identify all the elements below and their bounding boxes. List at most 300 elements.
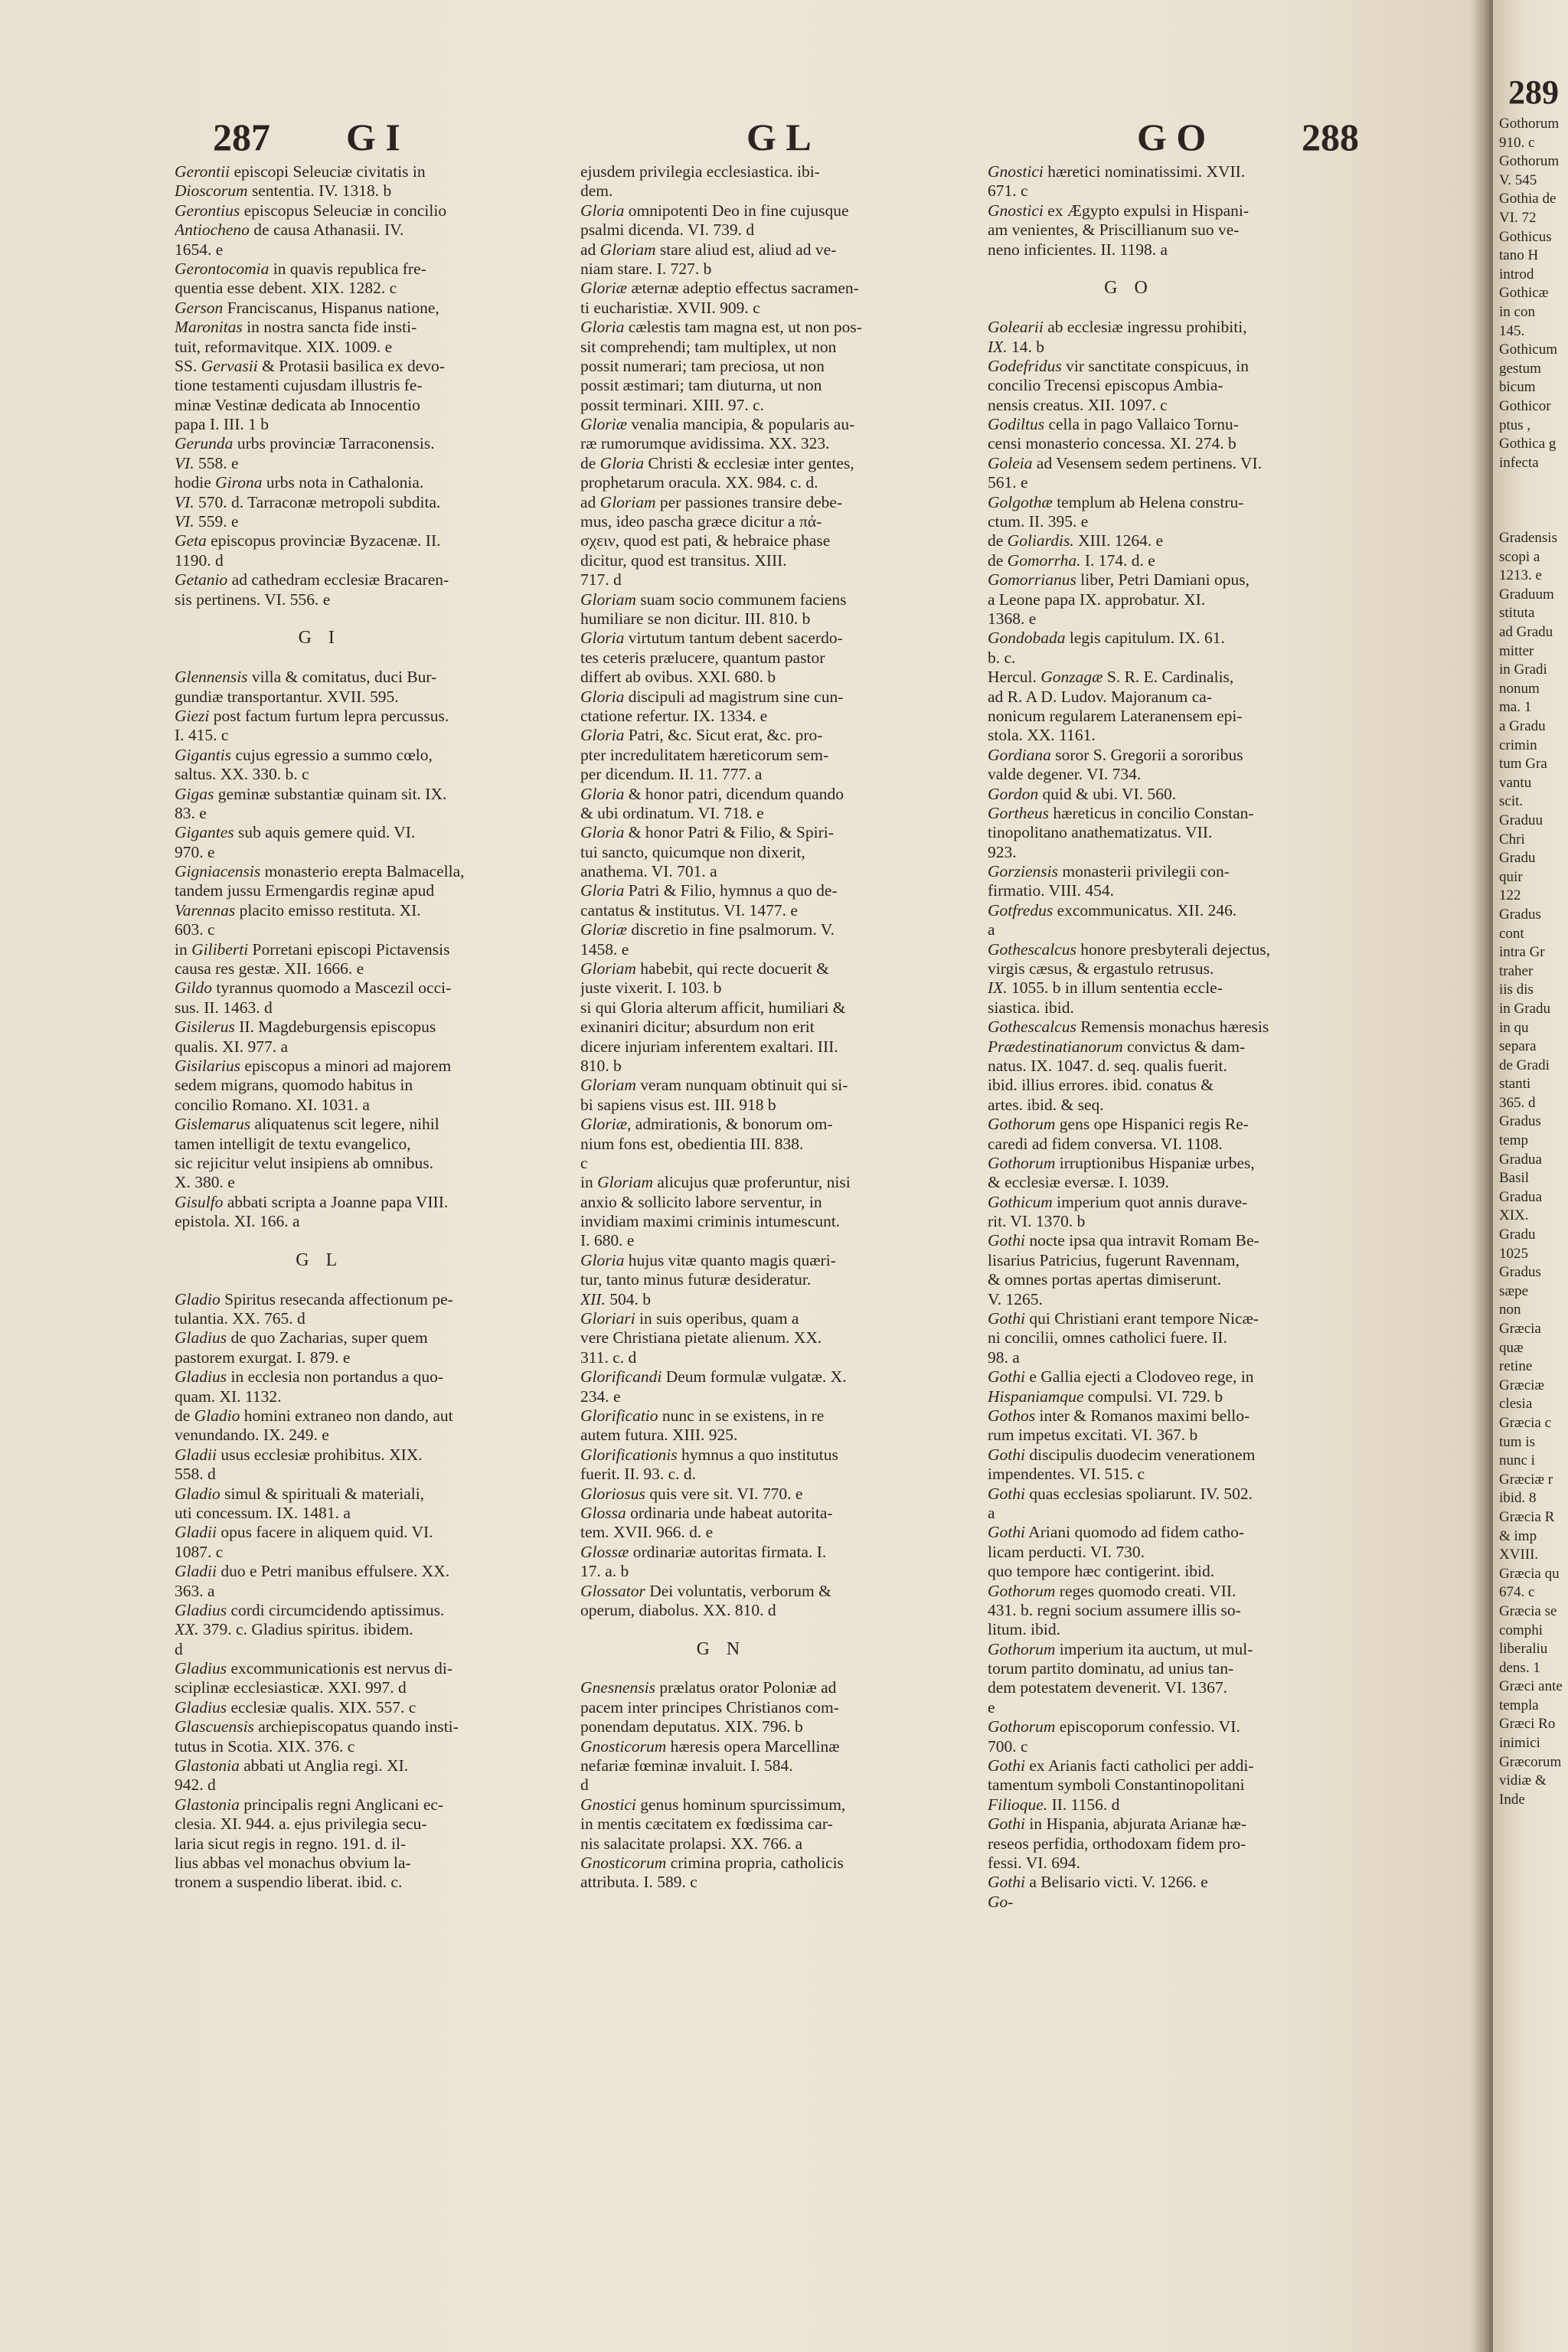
index-line: juste vixerit. I. 103. b xyxy=(580,978,722,998)
index-line: I. 680. e xyxy=(580,1231,635,1250)
next-page-fragment: retine xyxy=(1499,1358,1533,1375)
next-page-fragment: scit. xyxy=(1499,793,1524,810)
index-line: e xyxy=(988,1697,995,1717)
index-line: Gladio simul & spirituali & materiali, xyxy=(175,1484,425,1503)
next-page-fragment: Gradua xyxy=(1499,1151,1542,1168)
next-page-fragment: V. 545 xyxy=(1499,172,1537,188)
index-line: mus, ideo pascha græce dicitur a πά- xyxy=(580,512,822,531)
next-page-fragment: tum is xyxy=(1499,1433,1535,1450)
next-page-fragment: Graduum xyxy=(1499,586,1554,603)
index-line: tui sancto, quicumque non dixerit, xyxy=(580,842,805,861)
index-line: ræ rumorumque avidissima. XX. 323. xyxy=(580,434,830,453)
index-line: ponendam deputatus. XIX. 796. b xyxy=(580,1717,803,1736)
index-line: de Goliardis. XIII. 1264. e xyxy=(988,531,1164,550)
next-page-fragment: inimici xyxy=(1499,1735,1540,1752)
index-line: impendentes. VI. 515. c xyxy=(988,1465,1145,1484)
index-line: Glossæ ordinariæ autoritas firmata. I. xyxy=(580,1542,827,1561)
next-page-fragment: ma. 1 xyxy=(1499,699,1532,716)
index-line: rum impetus excitati. VI. 367. b xyxy=(988,1426,1198,1445)
blank-line xyxy=(580,1659,862,1678)
index-line: Gloriari in suis operibus, quam a xyxy=(580,1309,799,1328)
next-page-fragment: vidiæ & xyxy=(1499,1772,1547,1789)
index-line: Gortheus hæreticus in concilio Constan- xyxy=(988,803,1254,822)
next-page-fragment: Græci Ro xyxy=(1499,1716,1556,1733)
index-line: rit. VI. 1370. b xyxy=(988,1212,1086,1231)
next-page-fragment: in Gradi xyxy=(1499,662,1547,678)
index-line: possit numerari; tam preciosa, ut non xyxy=(580,356,825,375)
index-line: Gerontius episcopus Seleuciæ in concilio xyxy=(175,201,447,220)
index-line: Gothorum reges quomodo creati. VII. xyxy=(988,1581,1236,1600)
index-line: Gladius de quo Zacharias, super quem xyxy=(175,1328,428,1348)
next-page-fragment: Græcorum xyxy=(1499,1753,1562,1770)
index-line: Gothorum gens ope Hispanici regis Re- xyxy=(988,1115,1249,1134)
index-line: Gladii duo e Petri manibus effulsere. XX. xyxy=(175,1562,450,1581)
index-line: nefariæ fœminæ invaluit. I. 584. xyxy=(580,1756,793,1775)
next-page-fragment: XVIII. xyxy=(1499,1547,1539,1563)
index-line: fessi. VI. 694. xyxy=(988,1853,1080,1872)
left-page-number: 287 xyxy=(213,116,270,158)
index-line: Varennas placito emisso restituta. XI. xyxy=(175,900,421,920)
index-line: VI. 570. d. Tarraconæ metropoli subdita. xyxy=(175,492,441,511)
index-line: 810. b xyxy=(580,1056,622,1075)
next-page-fragment: introd xyxy=(1499,266,1534,283)
index-column-2 xyxy=(580,162,862,1893)
index-line: Getanio ad cathedram ecclesiæ Bracaren- xyxy=(175,570,449,590)
index-line: tione testamenti cujusdam illustris fe- xyxy=(175,376,423,395)
next-page-fragment: Græcia xyxy=(1499,1321,1541,1337)
index-line: qualis. XI. 977. a xyxy=(175,1037,289,1056)
index-line: licam perducti. VI. 730. xyxy=(988,1542,1145,1561)
next-page-fragment: intra Gr xyxy=(1499,944,1545,961)
index-line: & ecclesiæ eversæ. I. 1039. xyxy=(988,1173,1170,1192)
index-line: 1190. d xyxy=(175,550,224,570)
index-line: Gothorum irruptionibus Hispaniæ urbes, xyxy=(988,1153,1255,1172)
index-line: Gothi in Hispania, abjurata Arianæ hæ- xyxy=(988,1815,1246,1834)
index-line: Maronitas in nostra sancta fide insti- xyxy=(175,318,417,337)
next-page-fragment: Gradus xyxy=(1499,906,1541,923)
index-line: Gerunda urbs provinciæ Tarraconensis. xyxy=(175,434,435,453)
index-line: Glastonia principalis regni Anglicani ec- xyxy=(175,1795,444,1814)
next-page-fragment: Gradensis xyxy=(1499,530,1557,547)
index-line: autem futura. XIII. 925. xyxy=(580,1426,738,1445)
index-line: ibid. illius errores. ibid. conatus & xyxy=(988,1076,1214,1095)
index-line: Gothescalcus Remensis monachus hæresis xyxy=(988,1018,1269,1037)
index-line: bi sapiens visus est. III. 918 b xyxy=(580,1095,776,1114)
next-page-fragment: Gradu xyxy=(1499,1227,1536,1243)
index-line: b. c. xyxy=(988,648,1016,667)
index-line: lius abbas vel monachus obvium la- xyxy=(175,1853,411,1872)
next-page-fragment: Gothicæ xyxy=(1499,285,1549,302)
index-line: nensis creatus. XII. 1097. c xyxy=(988,395,1168,414)
blank-line xyxy=(175,609,465,629)
index-line: Gloria & honor patri, dicendum quando xyxy=(580,784,844,803)
index-line: Gloriam suam socio communem faciens xyxy=(580,590,847,609)
index-line: Gloria & honor Patri & Filio, & Spiri- xyxy=(580,823,834,842)
next-page-fragment: ad Gradu xyxy=(1499,624,1553,641)
index-line: Gladii opus facere in aliquem quid. VI. xyxy=(175,1523,433,1542)
next-page-fragment xyxy=(1499,510,1563,529)
next-page-fragment: Græcia R xyxy=(1499,1508,1555,1525)
index-line: exinaniri dicitur; absurdum non erit xyxy=(580,1018,815,1037)
next-page-fragment: scopi a xyxy=(1499,548,1540,565)
index-line: tulantia. XX. 765. d xyxy=(175,1309,305,1328)
index-line: cantatus & institutus. VI. 1477. e xyxy=(580,900,798,920)
index-line: Gisilerus II. Magdeburgensis episcopus xyxy=(175,1018,436,1037)
index-line: Gothi Ariani quomodo ad fidem catho- xyxy=(988,1523,1244,1542)
index-line: Gnosticorum hæresis opera Marcellinæ xyxy=(580,1736,840,1756)
index-line: Gnostici hæretici nominatissimi. XVII. xyxy=(988,162,1246,181)
next-page-fragment: 122 xyxy=(1499,887,1521,904)
index-line: sedem migrans, quomodo habitus in xyxy=(175,1076,413,1095)
next-page-fragment: separa xyxy=(1499,1038,1537,1055)
index-line: Godefridus vir sanctitate conspicuus, in xyxy=(988,356,1249,375)
next-page-fragment: tum Gra xyxy=(1499,756,1547,773)
index-line: reseos perfidia, orthodoxam fidem pro- xyxy=(988,1834,1246,1853)
index-line: 1368. e xyxy=(988,609,1037,628)
index-line: Glossa ordinaria unde habeat autorita- xyxy=(580,1503,833,1522)
next-page-fragment: 1025 xyxy=(1499,1245,1528,1262)
index-line: Gloria cælestis tam magna est, ut non pos- xyxy=(580,318,862,337)
index-line: ad Gloriam per passiones transire debe- xyxy=(580,492,843,511)
index-line: lisarius Patricius, fugerunt Ravennam, xyxy=(988,1250,1240,1269)
index-line: Gothi quas ecclesias spoliarunt. IV. 502. xyxy=(988,1484,1253,1503)
next-page-fragment: Gothicum xyxy=(1499,341,1557,358)
index-line: Glorificatio nunc in se existens, in re xyxy=(580,1406,825,1425)
next-page-fragment: Græciæ r xyxy=(1499,1471,1553,1488)
index-line: Gigantis cujus egressio a summo cœlo, xyxy=(175,745,433,764)
index-line: Gothi a Belisario victi. V. 1266. e xyxy=(988,1873,1208,1892)
next-page-fragment xyxy=(1499,492,1563,511)
next-page-fragment: mitter xyxy=(1499,642,1534,659)
index-line: Gloria Patri, &c. Sicut erat, &c. pro- xyxy=(580,726,823,745)
index-line: Goleia ad Vesensem sedem pertinens. VI. xyxy=(988,453,1263,472)
index-line: venundando. IX. 249. e xyxy=(175,1426,329,1445)
index-line: possit terminari. XIII. 97. c. xyxy=(580,395,765,414)
index-line: clesia. XI. 944. a. ejus privilegia secu- xyxy=(175,1815,427,1834)
index-line: Go- xyxy=(988,1892,1014,1911)
next-page-fragment: temp xyxy=(1499,1132,1528,1149)
index-line: XX. 379. c. Gladius spiritus. ibidem. xyxy=(175,1620,413,1639)
index-line: Gladius ecclesiæ qualis. XIX. 557. c xyxy=(175,1697,416,1717)
book-gutter-shadow xyxy=(1470,0,1493,2352)
next-page-fragment: crimin xyxy=(1499,737,1537,753)
next-page-fragment: Gothia de xyxy=(1499,191,1557,207)
index-line: Gerontocomia in quavis republica fre- xyxy=(175,259,426,278)
index-line: VI. 559. e xyxy=(175,512,239,531)
next-page-fragment: Græciæ xyxy=(1499,1377,1545,1393)
index-line: sit comprehendi; tam multiplex, ut non xyxy=(580,337,837,356)
index-line: Gladii usus ecclesiæ prohibitus. XIX. xyxy=(175,1445,423,1464)
index-line: Glascuensis archiepiscopatus quando insti- xyxy=(175,1717,459,1736)
index-line: in Gloriam alicujus quæ proferuntur, nisi xyxy=(580,1173,851,1192)
center-letters-heading: G L xyxy=(746,116,812,158)
index-line: 98. a xyxy=(988,1348,1020,1367)
index-line: Gigantes sub aquis gemere quid. VI. xyxy=(175,823,416,842)
index-line: Gladius cordi circumcidendo aptissimus. xyxy=(175,1600,445,1619)
blank-line xyxy=(175,1231,465,1250)
next-page-fragment: Græcia se xyxy=(1499,1602,1557,1619)
next-page-fragment: 1213. e xyxy=(1499,567,1542,584)
next-page-fragment: Gothicus xyxy=(1499,228,1552,245)
next-page-fragment: nonum xyxy=(1499,680,1540,697)
index-line: sis pertinens. VI. 556. e xyxy=(175,590,331,609)
index-line: Gnostici genus hominum spurcissimum, xyxy=(580,1795,846,1814)
index-line: Gothi nocte ipsa qua intravit Romam Be- xyxy=(988,1231,1259,1250)
index-line: tamentum symboli Constantinopolitani xyxy=(988,1775,1245,1795)
section-heading: G I xyxy=(298,628,341,648)
next-page-fragment: Basil xyxy=(1499,1170,1530,1187)
index-line: siastica. ibid. xyxy=(988,998,1074,1017)
index-line: valde degener. VI. 734. xyxy=(988,765,1142,784)
next-page-fragment: 674. c xyxy=(1499,1584,1535,1601)
next-page-fragment: bicum xyxy=(1499,379,1536,396)
index-line: causa res gestæ. XII. 1666. e xyxy=(175,959,364,978)
index-line: nis salacitate prolapsi. XX. 766. a xyxy=(580,1834,803,1853)
index-line: tes ceteris prælucere, quantum pastor xyxy=(580,648,825,667)
index-line: hodie Girona urbs nota in Cathalonia. xyxy=(175,473,424,492)
next-page-fragment: Graduu xyxy=(1499,812,1543,828)
index-line: stola. XX. 1161. xyxy=(988,726,1096,745)
next-page-fragment: Græcia qu xyxy=(1499,1565,1560,1582)
index-line: dicitur, quod est transitus. XIII. xyxy=(580,550,787,570)
index-line: papa I. III. 1 b xyxy=(175,415,269,434)
index-line: 17. a. b xyxy=(580,1562,629,1581)
index-line: Gloria omnipotenti Deo in fine cujusque xyxy=(580,201,849,220)
index-line: Gothi discipulis duodecim venerationem xyxy=(988,1445,1256,1464)
index-line: Gloria discipuli ad magistrum sine cun- xyxy=(580,687,844,706)
index-line: de Gomorrha. I. 174. d. e xyxy=(988,550,1155,570)
index-line: minæ Vestinæ dedicata ab Innocentio xyxy=(175,395,420,414)
section-heading: G L xyxy=(296,1250,344,1270)
next-page-fragment: Inde xyxy=(1499,1791,1525,1808)
next-page-fragment: sæpe xyxy=(1499,1282,1528,1299)
index-line: quam. XI. 1132. xyxy=(175,1387,282,1406)
blank-line xyxy=(988,260,1270,279)
index-line: neno inficientes. II. 1198. a xyxy=(988,240,1168,259)
index-line: Gloriæ, admirationis, & bonorum om- xyxy=(580,1115,833,1134)
index-line: tuit, reformavitque. XIX. 1009. e xyxy=(175,337,393,356)
index-line: & omnes portas apertas dimiserunt. xyxy=(988,1270,1222,1289)
index-line: tamen intelligit de textu evangelico, xyxy=(175,1134,411,1153)
index-line: a Leone papa IX. approbatur. XI. xyxy=(988,590,1206,609)
next-page-fragment: quir xyxy=(1499,868,1523,885)
index-line: 83. e xyxy=(175,803,207,822)
index-line: Gigniacensis monasterio erepta Balmacella, xyxy=(175,862,465,881)
index-line: censi monasterio concessa. XI. 274. b xyxy=(988,434,1236,453)
index-line: tutus in Scotia. XIX. 376. c xyxy=(175,1736,355,1756)
index-line: anxio & sollicito labore serventur, in xyxy=(580,1192,822,1211)
next-page-fragment: Gothicor xyxy=(1499,397,1551,414)
next-page-fragment: XIX. xyxy=(1499,1207,1529,1224)
index-line: Gloriam habebit, qui recte docuerit & xyxy=(580,959,829,978)
index-line: Antiocheno de causa Athanasii. IV. xyxy=(175,220,404,240)
index-line: sic rejicitur velut insipiens ab omnibus. xyxy=(175,1153,433,1172)
index-line: 561. e xyxy=(988,473,1028,492)
index-line: sciplinæ ecclesiasticæ. XXI. 997. d xyxy=(175,1678,407,1697)
index-line: uti concessum. IX. 1481. a xyxy=(175,1503,351,1522)
index-line: 717. d xyxy=(580,570,622,590)
index-line: epistola. XI. 166. a xyxy=(175,1212,300,1231)
index-line: Glossator Dei voluntatis, verborum & xyxy=(580,1581,831,1600)
next-page-fragment: comphi xyxy=(1499,1622,1543,1638)
index-line: I. 415. c xyxy=(175,726,229,745)
index-column-3 xyxy=(988,162,1270,1912)
index-line: pastorem exurgat. I. 879. e xyxy=(175,1348,351,1367)
index-line: nonicum regularem Lateranensem epi- xyxy=(988,706,1243,725)
index-line: c xyxy=(580,1153,588,1172)
index-line: Gladius excommunicationis est nervus di- xyxy=(175,1659,453,1678)
next-page-fragment: non xyxy=(1499,1302,1521,1318)
index-line: Gomorrianus liber, Petri Damiani opus, xyxy=(988,570,1250,590)
index-line: & ubi ordinatum. VI. 718. e xyxy=(580,803,764,822)
index-line: X. 380. e xyxy=(175,1173,235,1192)
index-line: Gnosticorum crimina propria, catholicis xyxy=(580,1853,844,1872)
next-page-fragment: nunc i xyxy=(1499,1452,1535,1469)
blank-line xyxy=(988,299,1270,318)
index-line: Gislemarus aliquatenus scit legere, nihil xyxy=(175,1115,439,1134)
index-line: Gothi ex Arianis facti catholici per addi- xyxy=(988,1756,1254,1775)
index-line: Godiltus cella in pago Vallaico Tornu- xyxy=(988,415,1239,434)
blank-line xyxy=(175,648,465,668)
index-line: Glennensis villa & comitatus, duci Bur- xyxy=(175,668,437,687)
index-line: 970. e xyxy=(175,842,215,861)
index-line: dicere injuriam inferentem exaltari. III. xyxy=(580,1037,838,1056)
next-page-fragment: templa xyxy=(1499,1697,1539,1713)
index-line: in mentis cæcitatem ex fœdissima car- xyxy=(580,1815,833,1834)
index-line: saltus. XX. 330. b. c xyxy=(175,765,309,784)
next-page-fragment: ptus , xyxy=(1499,416,1531,433)
index-line: ti eucharistiæ. XVII. 909. c xyxy=(580,298,760,317)
index-line: operum, diabolus. XX. 810. d xyxy=(580,1600,776,1619)
index-line: anathema. VI. 701. a xyxy=(580,862,717,881)
blank-line xyxy=(175,1270,465,1289)
index-line: 234. e xyxy=(580,1387,621,1406)
index-line: Gothorum imperium ita auctum, ut mul- xyxy=(988,1639,1253,1658)
index-line: Gothi qui Christiani erant tempore Nicæ- xyxy=(988,1309,1259,1328)
next-page-edge xyxy=(1493,0,1568,2352)
index-line: V. 1265. xyxy=(988,1289,1043,1308)
index-line: am venientes, & Priscillianum suo ve- xyxy=(988,220,1240,240)
next-page-fragment: VI. 72 xyxy=(1499,209,1537,226)
index-line: 923. xyxy=(988,842,1017,861)
index-line: Gorziensis monasterii privilegii con- xyxy=(988,862,1230,881)
next-page-fragment: infecta xyxy=(1499,454,1539,471)
index-line: Gothescalcus honore presbyterali dejectus, xyxy=(988,939,1270,959)
index-line: Gladius in ecclesia non portandus a quo- xyxy=(175,1367,444,1387)
index-line: de Gladio homini extraneo non dando, aut xyxy=(175,1406,453,1425)
index-line: ctum. II. 395. e xyxy=(988,512,1089,531)
index-line: sus. II. 1463. d xyxy=(175,998,273,1017)
index-line: prophetarum oracula. XX. 984. c. d. xyxy=(580,473,818,492)
index-line: Gordon quid & ubi. VI. 560. xyxy=(988,784,1177,803)
index-line: per dicendum. II. 11. 777. a xyxy=(580,765,763,784)
index-line: Gisilarius episcopus a minori ad majorem xyxy=(175,1056,452,1075)
index-line: attributa. I. 589. c xyxy=(580,1873,697,1892)
next-page-fragment: Græci ante xyxy=(1499,1678,1563,1695)
next-page-fragment: dens. 1 xyxy=(1499,1659,1540,1676)
index-line: Hercul. Gonzagæ S. R. E. Cardinalis, xyxy=(988,668,1234,687)
right-letters-heading: G O xyxy=(1137,116,1207,158)
next-page-fragment: in Gradu xyxy=(1499,1000,1551,1017)
next-page-fragment: Gradua xyxy=(1499,1188,1542,1205)
next-page-fragment: vantu xyxy=(1499,774,1532,791)
index-line: Glorificationis hymnus a quo institutus xyxy=(580,1445,838,1464)
index-line: 700. c xyxy=(988,1736,1028,1756)
index-line: 942. d xyxy=(175,1775,216,1795)
index-line: ejusdem privilegia ecclesiastica. ibi- xyxy=(580,162,820,181)
next-page-fragment: tano H xyxy=(1499,247,1539,264)
index-line: Gnesnensis prælatus orator Poloniæ ad xyxy=(580,1678,837,1697)
index-line: Gotfredus excommunicatus. XII. 246. xyxy=(988,900,1237,920)
index-line: Gigas geminæ substantiæ quinam sit. IX. xyxy=(175,784,447,803)
index-line: SS. Gervasii & Protasii basilica ex devo- xyxy=(175,356,445,375)
left-letters-heading: G I xyxy=(346,116,400,158)
index-line: 603. c xyxy=(175,920,215,939)
index-line: Gondobada legis capitulum. IX. 61. xyxy=(988,629,1225,648)
index-line: Gloriæ æternæ adeptio effectus sacramen- xyxy=(580,279,859,298)
next-page-lines xyxy=(1499,115,1563,1809)
next-page-fragment: 365. d xyxy=(1499,1094,1536,1111)
index-line: firmatio. VIII. 454. xyxy=(988,881,1114,900)
right-page-number: 288 xyxy=(1302,116,1359,158)
next-page-fragment: Gothorum xyxy=(1499,153,1560,170)
index-line: Gordiana soror S. Gregorii a sororibus xyxy=(988,745,1243,764)
index-line: ad Gloriam stare aliud est, aliud ad ve- xyxy=(580,240,837,259)
section-heading: G N xyxy=(696,1638,746,1659)
index-line: Gloriosus quis vere sit. VI. 770. e xyxy=(580,1484,803,1503)
index-line: niam stare. I. 727. b xyxy=(580,259,712,278)
index-line: concilio Trecensi episcopus Ambia- xyxy=(988,376,1223,395)
index-line: concilio Romano. XI. 1031. a xyxy=(175,1095,370,1114)
index-line: vere Christiana pietate alienum. XX. xyxy=(580,1328,822,1348)
next-page-fragment: 145. xyxy=(1499,322,1525,339)
index-line: Giezi post factum furtum lepra percussus. xyxy=(175,706,449,725)
blank-line xyxy=(580,1620,862,1639)
index-line: Geta episcopus provinciæ Byzacenæ. II. xyxy=(175,531,441,550)
index-line: fuerit. II. 93. c. d. xyxy=(580,1465,697,1484)
index-line: a xyxy=(988,1503,995,1522)
index-line: invidiam maximi criminis intumescunt. xyxy=(580,1212,841,1231)
index-line: Gisulfo abbati scripta a Joanne papa VIII. xyxy=(175,1192,449,1211)
index-line: 1087. c xyxy=(175,1542,224,1561)
index-line: Golgothæ templum ab Helena constru- xyxy=(988,492,1244,511)
index-line: Gildo tyrannus quomodo a Mascezil occi- xyxy=(175,978,452,998)
index-line: Gothicum imperium quot annis durave- xyxy=(988,1192,1248,1211)
index-line: 1458. e xyxy=(580,939,629,959)
index-line: 363. a xyxy=(175,1581,215,1600)
next-page-fragment: Gradus xyxy=(1499,1264,1541,1281)
index-line: gundiæ transportantur. XVII. 595. xyxy=(175,687,399,706)
index-line: Gnostici ex Ægypto expulsi in Hispani- xyxy=(988,201,1249,220)
index-line: caredi ad fidem conversa. VI. 1108. xyxy=(988,1134,1223,1153)
index-line: tem. XVII. 966. d. e xyxy=(580,1523,714,1542)
index-line: 1654. e xyxy=(175,240,224,259)
index-line: IX. 1055. b in illum sententia eccle- xyxy=(988,978,1223,998)
index-line: differt ab ovibus. XXI. 680. b xyxy=(580,668,776,687)
index-line: si qui Gloria alterum afficit, humiliari & xyxy=(580,998,846,1017)
index-line: quentia esse debent. XIX. 1282. c xyxy=(175,279,397,298)
index-line: Gladio Spiritus resecanda affectionum pe- xyxy=(175,1289,453,1308)
index-line: Gothorum episcoporum confessio. VI. xyxy=(988,1717,1240,1736)
index-line: tinopolitano anathematizatus. VII. xyxy=(988,823,1213,842)
next-page-fragment: in qu xyxy=(1499,1019,1529,1036)
next-page-fragment: a Gradu xyxy=(1499,718,1546,734)
index-line: 311. c. d xyxy=(580,1348,637,1367)
next-page-fragment: Gothorum xyxy=(1499,116,1560,132)
index-line: nium fons est, obedientia III. 838. xyxy=(580,1134,804,1153)
index-line: Filioque. II. 1156. d xyxy=(988,1795,1120,1814)
index-line: ni concilii, omnes catholici fuere. II. xyxy=(988,1328,1227,1348)
